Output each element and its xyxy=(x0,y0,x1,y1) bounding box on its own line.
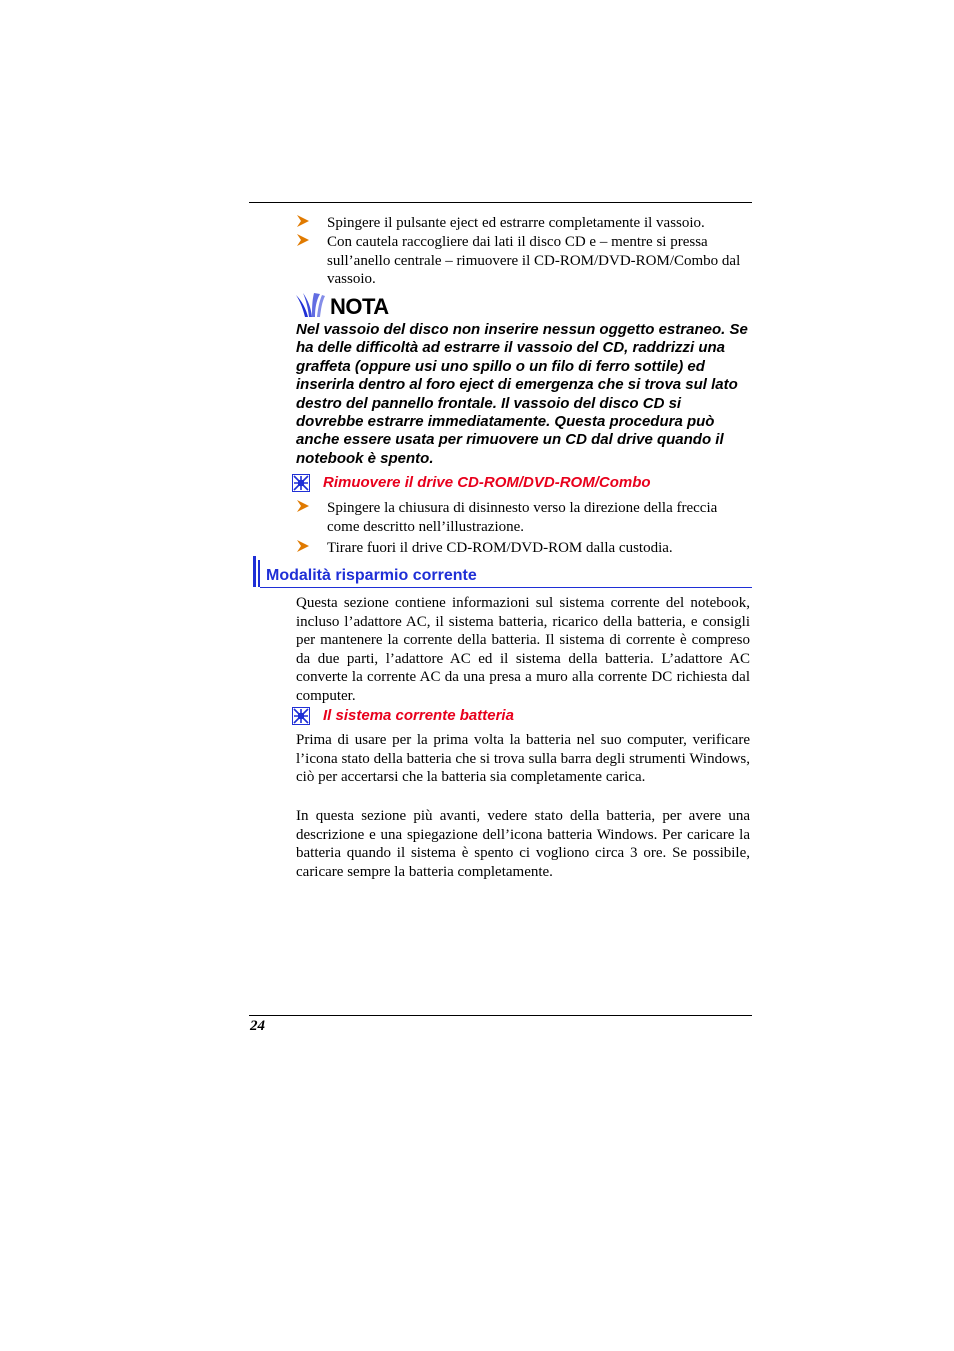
section-bar xyxy=(258,560,260,587)
subsection-title: Il sistema corrente batteria xyxy=(323,707,514,724)
subsection-title: Rimuovere il drive CD-ROM/DVD-ROM/Combo xyxy=(323,474,651,491)
battery-paragraph-1 xyxy=(296,731,750,787)
note-text: Nel vassoio del disco non inserire nessun oggetto estraneo. Se ha delle difficoltà ad estrarre il vassoio del CD, raddrizzi una graffeta (oppure usi uno spillo o un filo di ferro sottile) ed inserirla dentro al foro eject di emergenza che si trova sul lato destro del pannello frontale. Il vassoio del disco CD si dovrebbe estrarre immediatamente. Questa procedura può anche essere usata per rimuovere un CD dal drive quando il notebook è spento. xyxy=(296,321,748,467)
subsection-heading-remove xyxy=(292,474,752,494)
header-rule xyxy=(249,202,752,203)
list-item-text: Spingere il pulsante eject ed estrarre completamente il vassoio. xyxy=(327,215,705,231)
paragraph: Questa sezione contiene informazioni sul sistema corrente del notebook, incluso l’adattore AC, il sistema batteria, ricarico della batteria, e consigli per mantenere la corrente della batteria. Il sistema di corrente è compreso da due parti, l’adattore AC ed il sistema della batteria. L’adattore AC converte la corrente AC da una presa a muro alla corrente DC richiesta dal computer. xyxy=(296,595,750,704)
list-item-text: Con cautela raccogliere dai lati il disco CD e – mentre si pressa sull’anello centrale – rimuovere il CD-ROM/DVD-ROM/Combo dal vassoio. xyxy=(327,234,741,287)
section-bar xyxy=(253,556,256,587)
battery-paragraph-2 xyxy=(296,807,750,881)
note-label: NOTA xyxy=(330,294,389,319)
arrowhead-bullet-icon xyxy=(296,539,310,553)
page-number: 24 xyxy=(250,1018,265,1034)
x-box-icon xyxy=(292,474,310,492)
note-heading xyxy=(294,291,494,321)
paragraph: In questa sezione più avanti, vedere stato della batteria, per avere una descrizione e una spiegazione dell’icona batteria Windows. Per caricare la batteria quando il sistema è spento ci vogliono circa 3 ore. Se possibile, caricare sempre la batteria completamente. xyxy=(296,808,750,880)
list-item-text: Spingere la chiusura di disinnesto verso la direzione della freccia come descritto nell’illustrazione. xyxy=(327,500,718,535)
subsection-heading-battery xyxy=(292,707,752,727)
section-heading xyxy=(253,556,752,588)
section-underline xyxy=(260,587,752,588)
feather-note-icon xyxy=(294,291,326,324)
x-box-icon xyxy=(292,707,310,725)
section-title: Modalità risparmio corrente xyxy=(266,567,477,584)
paragraph: Prima di usare per la prima volta la batteria nel suo computer, verificare l’icona stato della batteria che si trova sulla barra degli strumenti Windows, ciò per accertarsi che la batteria sia completamente carica. xyxy=(296,732,750,785)
list-item-text: Tirare fuori il drive CD-ROM/DVD-ROM dalla custodia. xyxy=(327,540,673,556)
section-intro xyxy=(296,594,750,705)
note-text-block xyxy=(296,321,752,468)
arrowhead-bullet-icon xyxy=(296,233,310,247)
footer-rule xyxy=(249,1015,752,1016)
arrowhead-bullet-icon xyxy=(296,499,310,513)
arrowhead-bullet-icon xyxy=(296,214,310,228)
